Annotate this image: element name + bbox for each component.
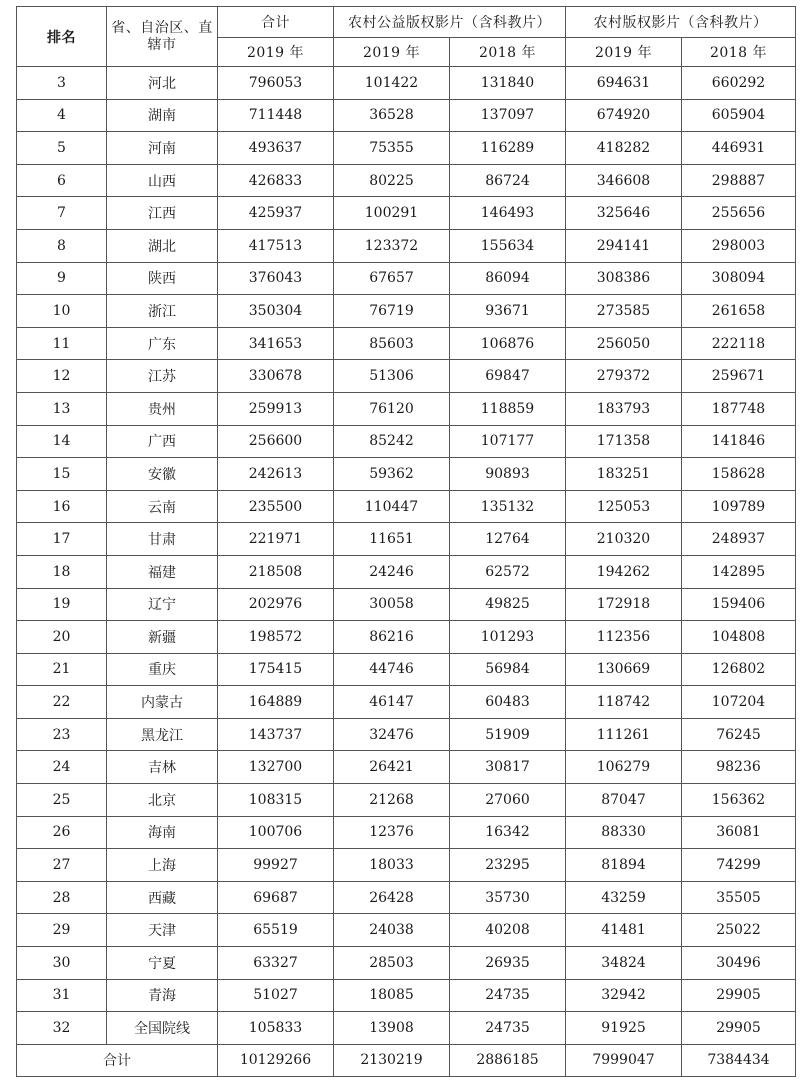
- table-row: [17, 1012, 796, 1045]
- cell-public-2018: 116289: [450, 132, 566, 165]
- cell-public-2019: 18085: [334, 979, 450, 1012]
- cell-province: 江苏: [107, 360, 218, 393]
- cell-public-2018: 106876: [450, 327, 566, 360]
- table-row: [17, 947, 796, 980]
- cell-rank: 30: [17, 947, 107, 980]
- cell-copyright-2018: 107204: [682, 686, 796, 719]
- cell-copyright-2019: 81894: [566, 849, 682, 882]
- table-row: [17, 718, 796, 751]
- cell-public-2018: 49825: [450, 588, 566, 621]
- cell-province: 河南: [107, 132, 218, 165]
- cell-rank: 4: [17, 99, 107, 132]
- cell-public-2019: 32476: [334, 718, 450, 751]
- cell-rank: 17: [17, 523, 107, 556]
- cell-copyright-2019: 88330: [566, 816, 682, 849]
- cell-public-2018: 69847: [450, 360, 566, 393]
- table-row: [17, 555, 796, 588]
- cell-province: 新疆: [107, 621, 218, 654]
- cell-copyright-2019: 694631: [566, 67, 682, 100]
- footer-label: 合计: [17, 1044, 218, 1076]
- cell-copyright-2019: 43259: [566, 881, 682, 914]
- cell-copyright-2019: 279372: [566, 360, 682, 393]
- cell-total: 99927: [218, 849, 334, 882]
- cell-public-2018: 12764: [450, 523, 566, 556]
- cell-public-2019: 101422: [334, 67, 450, 100]
- table-row: [17, 881, 796, 914]
- cell-copyright-2019: 172918: [566, 588, 682, 621]
- cell-total: 132700: [218, 751, 334, 784]
- cell-public-2019: 76120: [334, 392, 450, 425]
- cell-copyright-2019: 308386: [566, 262, 682, 295]
- cell-public-2019: 28503: [334, 947, 450, 980]
- cell-public-2018: 62572: [450, 555, 566, 588]
- cell-province: 吉林: [107, 751, 218, 784]
- table-header: [17, 7, 796, 67]
- cell-copyright-2018: 187748: [682, 392, 796, 425]
- cell-province: 宁夏: [107, 947, 218, 980]
- table-row: [17, 458, 796, 491]
- cell-copyright-2018: 308094: [682, 262, 796, 295]
- header-province: 省、自治区、直辖市: [107, 7, 218, 67]
- header-rank: 排名: [17, 7, 107, 67]
- cell-rank: 18: [17, 555, 107, 588]
- cell-public-2019: 85242: [334, 425, 450, 458]
- cell-copyright-2018: 30496: [682, 947, 796, 980]
- cell-copyright-2019: 171358: [566, 425, 682, 458]
- cell-copyright-2019: 194262: [566, 555, 682, 588]
- table-row: [17, 849, 796, 882]
- cell-public-2019: 46147: [334, 686, 450, 719]
- cell-public-2018: 155634: [450, 229, 566, 262]
- cell-public-2019: 44746: [334, 653, 450, 686]
- cell-province: 陕西: [107, 262, 218, 295]
- cell-public-2018: 27060: [450, 784, 566, 817]
- cell-province: 广西: [107, 425, 218, 458]
- cell-rank: 12: [17, 360, 107, 393]
- cell-public-2018: 24735: [450, 1012, 566, 1045]
- cell-copyright-2019: 418282: [566, 132, 682, 165]
- cell-public-2018: 26935: [450, 947, 566, 980]
- cell-public-2019: 18033: [334, 849, 450, 882]
- cell-copyright-2019: 111261: [566, 718, 682, 751]
- cell-copyright-2019: 346608: [566, 164, 682, 197]
- cell-rank: 28: [17, 881, 107, 914]
- cell-public-2019: 80225: [334, 164, 450, 197]
- cell-province: 天津: [107, 914, 218, 947]
- footer-public-2018: 2886185: [450, 1044, 566, 1076]
- cell-province: 上海: [107, 849, 218, 882]
- cell-rank: 21: [17, 653, 107, 686]
- cell-copyright-2018: 156362: [682, 784, 796, 817]
- cell-total: 51027: [218, 979, 334, 1012]
- cell-rank: 9: [17, 262, 107, 295]
- header-copyright-2019: 2019 年: [566, 38, 682, 67]
- cell-rank: 31: [17, 979, 107, 1012]
- cell-total: 175415: [218, 653, 334, 686]
- cell-copyright-2018: 36081: [682, 816, 796, 849]
- cell-copyright-2019: 106279: [566, 751, 682, 784]
- cell-public-2018: 51909: [450, 718, 566, 751]
- cell-copyright-2018: 255656: [682, 197, 796, 230]
- cell-copyright-2018: 104808: [682, 621, 796, 654]
- cell-rank: 29: [17, 914, 107, 947]
- cell-province: 青海: [107, 979, 218, 1012]
- cell-province: 贵州: [107, 392, 218, 425]
- cell-copyright-2019: 273585: [566, 295, 682, 328]
- cell-total: 256600: [218, 425, 334, 458]
- table-row: [17, 784, 796, 817]
- header-public-2018: 2018 年: [450, 38, 566, 67]
- cell-public-2019: 26428: [334, 881, 450, 914]
- table-row: [17, 262, 796, 295]
- cell-total: 235500: [218, 490, 334, 523]
- cell-public-2018: 107177: [450, 425, 566, 458]
- table-row: [17, 816, 796, 849]
- cell-copyright-2019: 325646: [566, 197, 682, 230]
- cell-rank: 3: [17, 67, 107, 100]
- cell-rank: 32: [17, 1012, 107, 1045]
- cell-rank: 22: [17, 686, 107, 719]
- table-row: [17, 229, 796, 262]
- table-row: [17, 425, 796, 458]
- footer-total: 10129266: [218, 1044, 334, 1076]
- cell-public-2019: 123372: [334, 229, 450, 262]
- cell-copyright-2018: 98236: [682, 751, 796, 784]
- cell-total: 330678: [218, 360, 334, 393]
- table-row: [17, 490, 796, 523]
- cell-total: 63327: [218, 947, 334, 980]
- table-body: [17, 67, 796, 1045]
- cell-total: 108315: [218, 784, 334, 817]
- cell-rank: 27: [17, 849, 107, 882]
- table-row: [17, 751, 796, 784]
- table-row: [17, 327, 796, 360]
- cell-public-2019: 51306: [334, 360, 450, 393]
- table-row: [17, 295, 796, 328]
- cell-copyright-2018: 76245: [682, 718, 796, 751]
- cell-province: 全国院线: [107, 1012, 218, 1045]
- cell-rank: 7: [17, 197, 107, 230]
- cell-public-2019: 86216: [334, 621, 450, 654]
- cell-public-2018: 24735: [450, 979, 566, 1012]
- cell-total: 242613: [218, 458, 334, 491]
- cell-public-2018: 35730: [450, 881, 566, 914]
- cell-province: 安徽: [107, 458, 218, 491]
- cell-rank: 10: [17, 295, 107, 328]
- cell-province: 福建: [107, 555, 218, 588]
- cell-copyright-2019: 183793: [566, 392, 682, 425]
- cell-rank: 11: [17, 327, 107, 360]
- cell-total: 221971: [218, 523, 334, 556]
- header-total-2019: 2019 年: [218, 38, 334, 67]
- cell-copyright-2018: 158628: [682, 458, 796, 491]
- data-table-container: [16, 6, 795, 1077]
- cell-province: 西藏: [107, 881, 218, 914]
- cell-public-2018: 146493: [450, 197, 566, 230]
- cell-total: 69687: [218, 881, 334, 914]
- header-total: 合计: [218, 7, 334, 38]
- cell-province: 辽宁: [107, 588, 218, 621]
- cell-copyright-2018: 74299: [682, 849, 796, 882]
- cell-copyright-2019: 294141: [566, 229, 682, 262]
- cell-public-2019: 85603: [334, 327, 450, 360]
- table-row: [17, 360, 796, 393]
- cell-copyright-2019: 256050: [566, 327, 682, 360]
- cell-public-2019: 24246: [334, 555, 450, 588]
- cell-copyright-2018: 159406: [682, 588, 796, 621]
- cell-public-2019: 100291: [334, 197, 450, 230]
- cell-public-2019: 75355: [334, 132, 450, 165]
- footer-copyright-2019: 7999047: [566, 1044, 682, 1076]
- table-row: [17, 621, 796, 654]
- cell-province: 河北: [107, 67, 218, 100]
- cell-public-2018: 16342: [450, 816, 566, 849]
- cell-public-2019: 13908: [334, 1012, 450, 1045]
- cell-copyright-2019: 32942: [566, 979, 682, 1012]
- footer-public-2019: 2130219: [334, 1044, 450, 1076]
- cell-copyright-2018: 29905: [682, 979, 796, 1012]
- header-public-2019: 2019 年: [334, 38, 450, 67]
- cell-rank: 14: [17, 425, 107, 458]
- cell-total: 493637: [218, 132, 334, 165]
- cell-copyright-2018: 141846: [682, 425, 796, 458]
- cell-copyright-2018: 25022: [682, 914, 796, 947]
- cell-total: 376043: [218, 262, 334, 295]
- cell-total: 259913: [218, 392, 334, 425]
- data-table: [16, 6, 796, 1077]
- cell-total: 100706: [218, 816, 334, 849]
- table-row: [17, 588, 796, 621]
- cell-public-2018: 137097: [450, 99, 566, 132]
- cell-total: 202976: [218, 588, 334, 621]
- cell-total: 105833: [218, 1012, 334, 1045]
- cell-public-2018: 40208: [450, 914, 566, 947]
- cell-copyright-2019: 183251: [566, 458, 682, 491]
- cell-province: 湖南: [107, 99, 218, 132]
- cell-copyright-2018: 29905: [682, 1012, 796, 1045]
- cell-public-2018: 93671: [450, 295, 566, 328]
- cell-province: 山西: [107, 164, 218, 197]
- cell-copyright-2018: 660292: [682, 67, 796, 100]
- cell-province: 江西: [107, 197, 218, 230]
- cell-total: 218508: [218, 555, 334, 588]
- cell-copyright-2018: 298887: [682, 164, 796, 197]
- cell-public-2019: 67657: [334, 262, 450, 295]
- cell-public-2018: 56984: [450, 653, 566, 686]
- cell-copyright-2018: 259671: [682, 360, 796, 393]
- cell-total: 164889: [218, 686, 334, 719]
- cell-copyright-2019: 130669: [566, 653, 682, 686]
- cell-province: 湖北: [107, 229, 218, 262]
- cell-public-2019: 30058: [334, 588, 450, 621]
- cell-copyright-2019: 674920: [566, 99, 682, 132]
- cell-public-2018: 23295: [450, 849, 566, 882]
- cell-province: 黑龙江: [107, 718, 218, 751]
- cell-public-2018: 131840: [450, 67, 566, 100]
- cell-copyright-2019: 87047: [566, 784, 682, 817]
- table-row: [17, 523, 796, 556]
- cell-province: 北京: [107, 784, 218, 817]
- table-row: [17, 197, 796, 230]
- table-row: [17, 99, 796, 132]
- cell-copyright-2018: 35505: [682, 881, 796, 914]
- footer-copyright-2018: 7384434: [682, 1044, 796, 1076]
- cell-total: 796053: [218, 67, 334, 100]
- table-row: [17, 653, 796, 686]
- cell-public-2018: 90893: [450, 458, 566, 491]
- cell-rank: 24: [17, 751, 107, 784]
- table-row: [17, 132, 796, 165]
- cell-total: 143737: [218, 718, 334, 751]
- cell-rank: 16: [17, 490, 107, 523]
- cell-rank: 6: [17, 164, 107, 197]
- cell-copyright-2019: 34824: [566, 947, 682, 980]
- cell-copyright-2019: 210320: [566, 523, 682, 556]
- table-row: [17, 979, 796, 1012]
- cell-province: 广东: [107, 327, 218, 360]
- cell-province: 甘肃: [107, 523, 218, 556]
- table-row: [17, 392, 796, 425]
- cell-copyright-2019: 91925: [566, 1012, 682, 1045]
- cell-public-2018: 86724: [450, 164, 566, 197]
- cell-total: 417513: [218, 229, 334, 262]
- cell-province: 重庆: [107, 653, 218, 686]
- cell-copyright-2018: 605904: [682, 99, 796, 132]
- cell-rank: 26: [17, 816, 107, 849]
- cell-copyright-2018: 142895: [682, 555, 796, 588]
- table-row: [17, 914, 796, 947]
- cell-public-2019: 24038: [334, 914, 450, 947]
- cell-public-2019: 12376: [334, 816, 450, 849]
- cell-rank: 19: [17, 588, 107, 621]
- cell-public-2018: 30817: [450, 751, 566, 784]
- cell-province: 内蒙古: [107, 686, 218, 719]
- cell-total: 426833: [218, 164, 334, 197]
- cell-public-2019: 110447: [334, 490, 450, 523]
- cell-rank: 5: [17, 132, 107, 165]
- header-copyright-2018: 2018 年: [682, 38, 796, 67]
- cell-rank: 25: [17, 784, 107, 817]
- cell-total: 711448: [218, 99, 334, 132]
- cell-public-2018: 118859: [450, 392, 566, 425]
- cell-public-2019: 26421: [334, 751, 450, 784]
- cell-copyright-2018: 222118: [682, 327, 796, 360]
- cell-public-2019: 76719: [334, 295, 450, 328]
- cell-rank: 13: [17, 392, 107, 425]
- cell-total: 341653: [218, 327, 334, 360]
- cell-total: 425937: [218, 197, 334, 230]
- table-row: [17, 67, 796, 100]
- cell-copyright-2018: 446931: [682, 132, 796, 165]
- cell-public-2018: 101293: [450, 621, 566, 654]
- cell-rank: 20: [17, 621, 107, 654]
- cell-public-2019: 11651: [334, 523, 450, 556]
- cell-public-2019: 59362: [334, 458, 450, 491]
- cell-province: 云南: [107, 490, 218, 523]
- cell-copyright-2018: 298003: [682, 229, 796, 262]
- cell-total: 198572: [218, 621, 334, 654]
- header-group-public: 农村公益版权影片（含科教片）: [334, 7, 566, 38]
- cell-public-2019: 21268: [334, 784, 450, 817]
- total-row: [17, 1044, 796, 1076]
- cell-copyright-2019: 118742: [566, 686, 682, 719]
- cell-rank: 8: [17, 229, 107, 262]
- cell-public-2019: 36528: [334, 99, 450, 132]
- cell-copyright-2019: 41481: [566, 914, 682, 947]
- table-footer: [17, 1044, 796, 1076]
- cell-public-2018: 60483: [450, 686, 566, 719]
- cell-rank: 23: [17, 718, 107, 751]
- cell-copyright-2018: 109789: [682, 490, 796, 523]
- cell-copyright-2018: 248937: [682, 523, 796, 556]
- header-group-copyright: 农村版权影片（含科教片）: [566, 7, 796, 38]
- cell-province: 海南: [107, 816, 218, 849]
- table-row: [17, 686, 796, 719]
- cell-copyright-2019: 112356: [566, 621, 682, 654]
- cell-total: 65519: [218, 914, 334, 947]
- cell-province: 浙江: [107, 295, 218, 328]
- cell-total: 350304: [218, 295, 334, 328]
- table-row: [17, 164, 796, 197]
- cell-public-2018: 135132: [450, 490, 566, 523]
- cell-copyright-2018: 126802: [682, 653, 796, 686]
- cell-public-2018: 86094: [450, 262, 566, 295]
- cell-copyright-2018: 261658: [682, 295, 796, 328]
- cell-rank: 15: [17, 458, 107, 491]
- cell-copyright-2019: 125053: [566, 490, 682, 523]
